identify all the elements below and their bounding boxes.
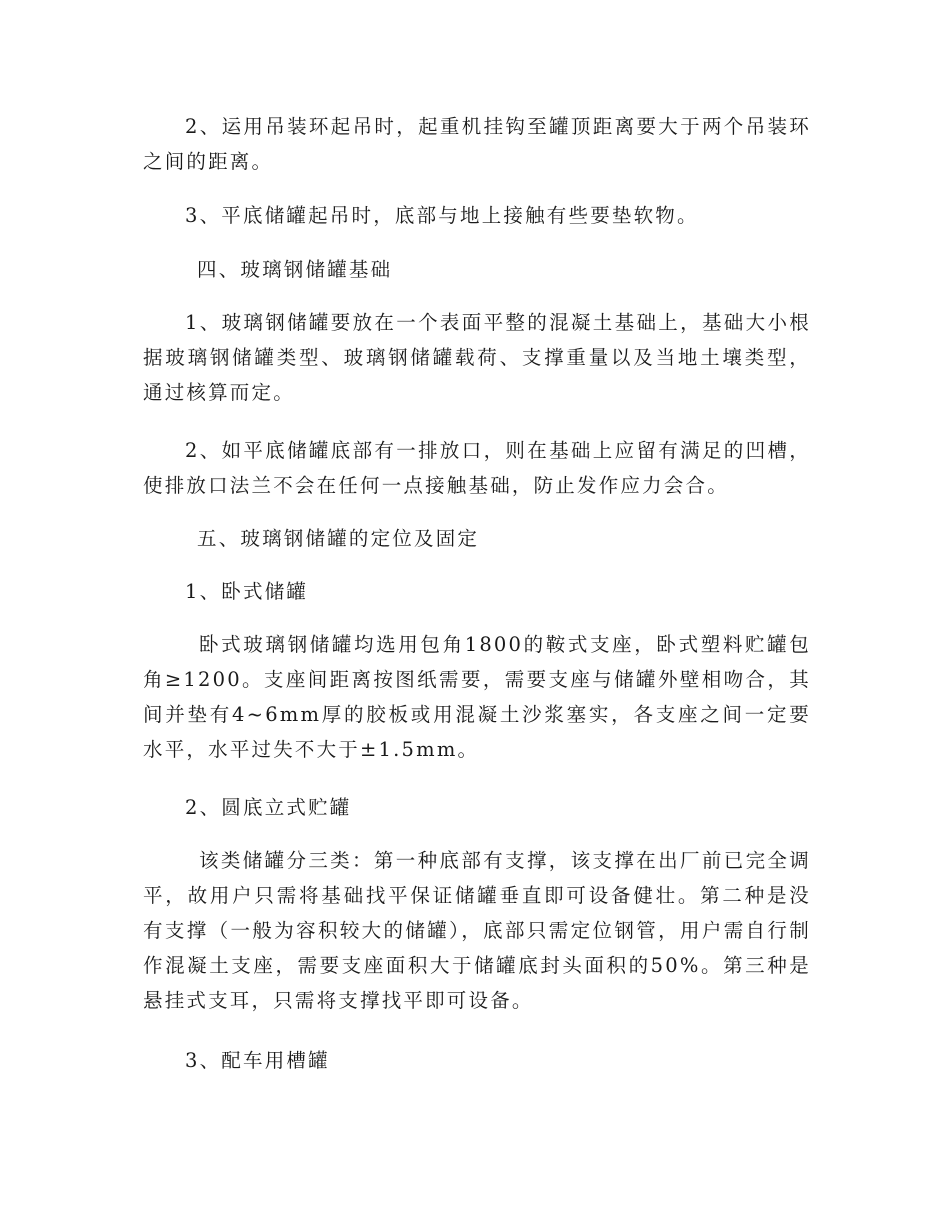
paragraph-drain-outlet: 2、如平底储罐底部有一排放口，则在基础上应留有满足的凹槽，使排放口法兰不会在任何一点接触基础，防止发作应力会合。 — [143, 439, 811, 497]
section-heading-positioning: 五、玻璃钢储罐的定位及固定 — [197, 527, 480, 550]
subheading-vertical-tank: 2、圆底立式贮罐 — [185, 796, 352, 819]
subheading-horizontal-tank: 1、卧式储罐 — [185, 580, 309, 603]
paragraph-horizontal-tank-support: 卧式玻璃钢储罐均选用包角1800的鞍式支座，卧式塑料贮罐包角≥1200。支座间距离按图纸需要，需要支座与储罐外壁相吻合，其间并垫有4~6mm厚的胶板或用混凝土沙浆塞实，各支座之间一定要水平，水平过失不大于±1.5mm。 — [143, 633, 811, 761]
subheading-vehicle-tank: 3、配车用槽罐 — [185, 1049, 330, 1072]
paragraph-lifting-ring: 2、运用吊装环起吊时，起重机挂钩至罐顶距离要大于两个吊装环之间的距离。 — [143, 115, 811, 173]
paragraph-vertical-tank-types: 该类储罐分三类：第一种底部有支撑，该支撑在出厂前已完全调平，故用户只需将基础找平保证储罐垂直即可设备健壮。第二种是没有支撑（一般为容积较大的储罐），底部只需定位钢管，用户需自行制作混凝土支座，需要支座面积大于储罐底封头面积的50%。第三种是悬挂式支耳，只需将支撑找平即可设备。 — [143, 849, 811, 1012]
section-heading-foundation: 四、玻璃钢储罐基础 — [197, 258, 393, 281]
paragraph-foundation-concrete: 1、玻璃钢储罐要放在一个表面平整的混凝土基础上，基础大小根据玻璃钢储罐类型、玻璃钢储罐载荷、支撑重量以及当地土壤类型，通过核算而定。 — [143, 311, 811, 404]
paragraph-flat-bottom-lifting: 3、平底储罐起吊时，底部与地上接触有些要垫软物。 — [185, 204, 699, 227]
